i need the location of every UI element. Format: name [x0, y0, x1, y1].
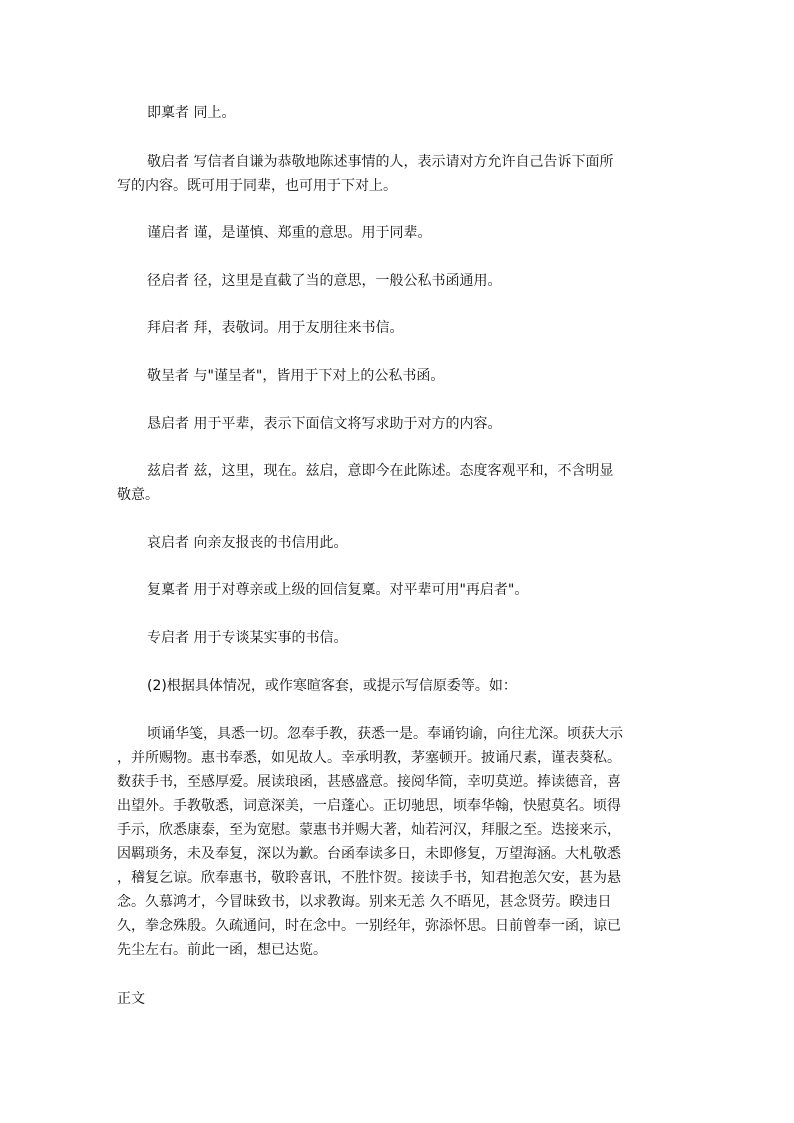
example-paragraph-line: ，稽复乞谅。欣奉惠书，敬聆喜讯，不胜忭贺。接读手书，知君抱恙欠安，甚为悬 — [117, 870, 621, 886]
entry-fubingzhe: 复稟者 用于对尊亲或上级的回信复稟。对平辈可用"再启者"。 — [147, 582, 529, 598]
entry-jibingzhe: 即稟者 同上。 — [147, 105, 236, 121]
entry-jingqizhe-line-2: 写的内容。既可用于同辈，也可用于下对上。 — [117, 178, 397, 194]
example-paragraph-line: 因羁琐务，未及奉复，深以为歉。台函奉读多日，未即修复，万望海涵。大札敬悉 — [117, 846, 621, 862]
entry-ziqizhe-line-1: 兹启者 兹，这里，现在。兹启，意即今在此陈述。态度客观平和，不含明显 — [147, 463, 614, 479]
example-paragraph-line: 手示，欣悉康泰，至为宽慰。蒙惠书并赐大著，灿若河汉，拜服之至。迭接来示， — [117, 822, 621, 838]
entry-baiqizhe: 拜启者 拜，表敬词。用于友朋往来书信。 — [147, 320, 404, 336]
example-paragraph-line: 数获手书，至感厚爱。展读琅函，甚感盛意。接阅华简，幸叨莫逆。捧读德音，喜 — [117, 774, 621, 790]
entry-zhuanqizhe: 专启者 用于专谈某实事的书信。 — [147, 630, 348, 646]
entry-kenqizhe: 恳启者 用于平辈，表示下面信文将写求助于对方的内容。 — [147, 416, 502, 432]
entry-jingqizhe-line-1: 敬启者 写信者自谦为恭敬地陈述事情的人，表示请对方允许自己告诉下面所 — [147, 154, 614, 170]
subsection-intro: (2)根据具体情况，或作寒暄客套，或提示写信原委等。如： — [147, 678, 517, 694]
example-paragraph-line: 先尘左右。前此一函，想已达览。 — [117, 942, 327, 958]
entry-aiqizhe: 哀启者 向亲友报丧的书信用此。 — [147, 535, 348, 551]
example-paragraph-line: 久，拳念殊殷。久疏通问，时在念中。一别经年，弥添怀思。日前曾奉一函，谅已 — [117, 918, 621, 934]
entry-ziqizhe-line-2: 敬意。 — [117, 487, 159, 503]
entry-jingqizhe-direct: 径启者 径，这里是直截了当的意思，一般公私书函通用。 — [147, 273, 502, 289]
example-paragraph-line: ，并所赐物。惠书奉悉，如见故人。幸承明教，茅塞顿开。披诵尺素，谨表葵私。 — [117, 750, 621, 766]
section-heading: 正文 — [117, 991, 145, 1007]
entry-jinqizhe: 谨启者 谨，是谨慎、郑重的意思。用于同辈。 — [147, 225, 432, 241]
example-paragraph-line: 念。久慕鸿才，今冒昧致书，以求教诲。别来无恙 久不晤见，甚念贤劳。睽违日 — [117, 894, 612, 910]
example-paragraph-line: 出望外。手教敬悉，词意深美，一启蓬心。正切驰思，顷奉华翰，快慰莫名。顷得 — [117, 798, 621, 814]
example-paragraph-line: 顷诵华笺，具悉一切。忽奉手教，获悉一是。奉诵钧谕，向往尤深。顷获大示 — [147, 726, 623, 742]
entry-jingchengzhe: 敬呈者 与"谨呈者"，皆用于下对上的公私书函。 — [147, 368, 445, 384]
